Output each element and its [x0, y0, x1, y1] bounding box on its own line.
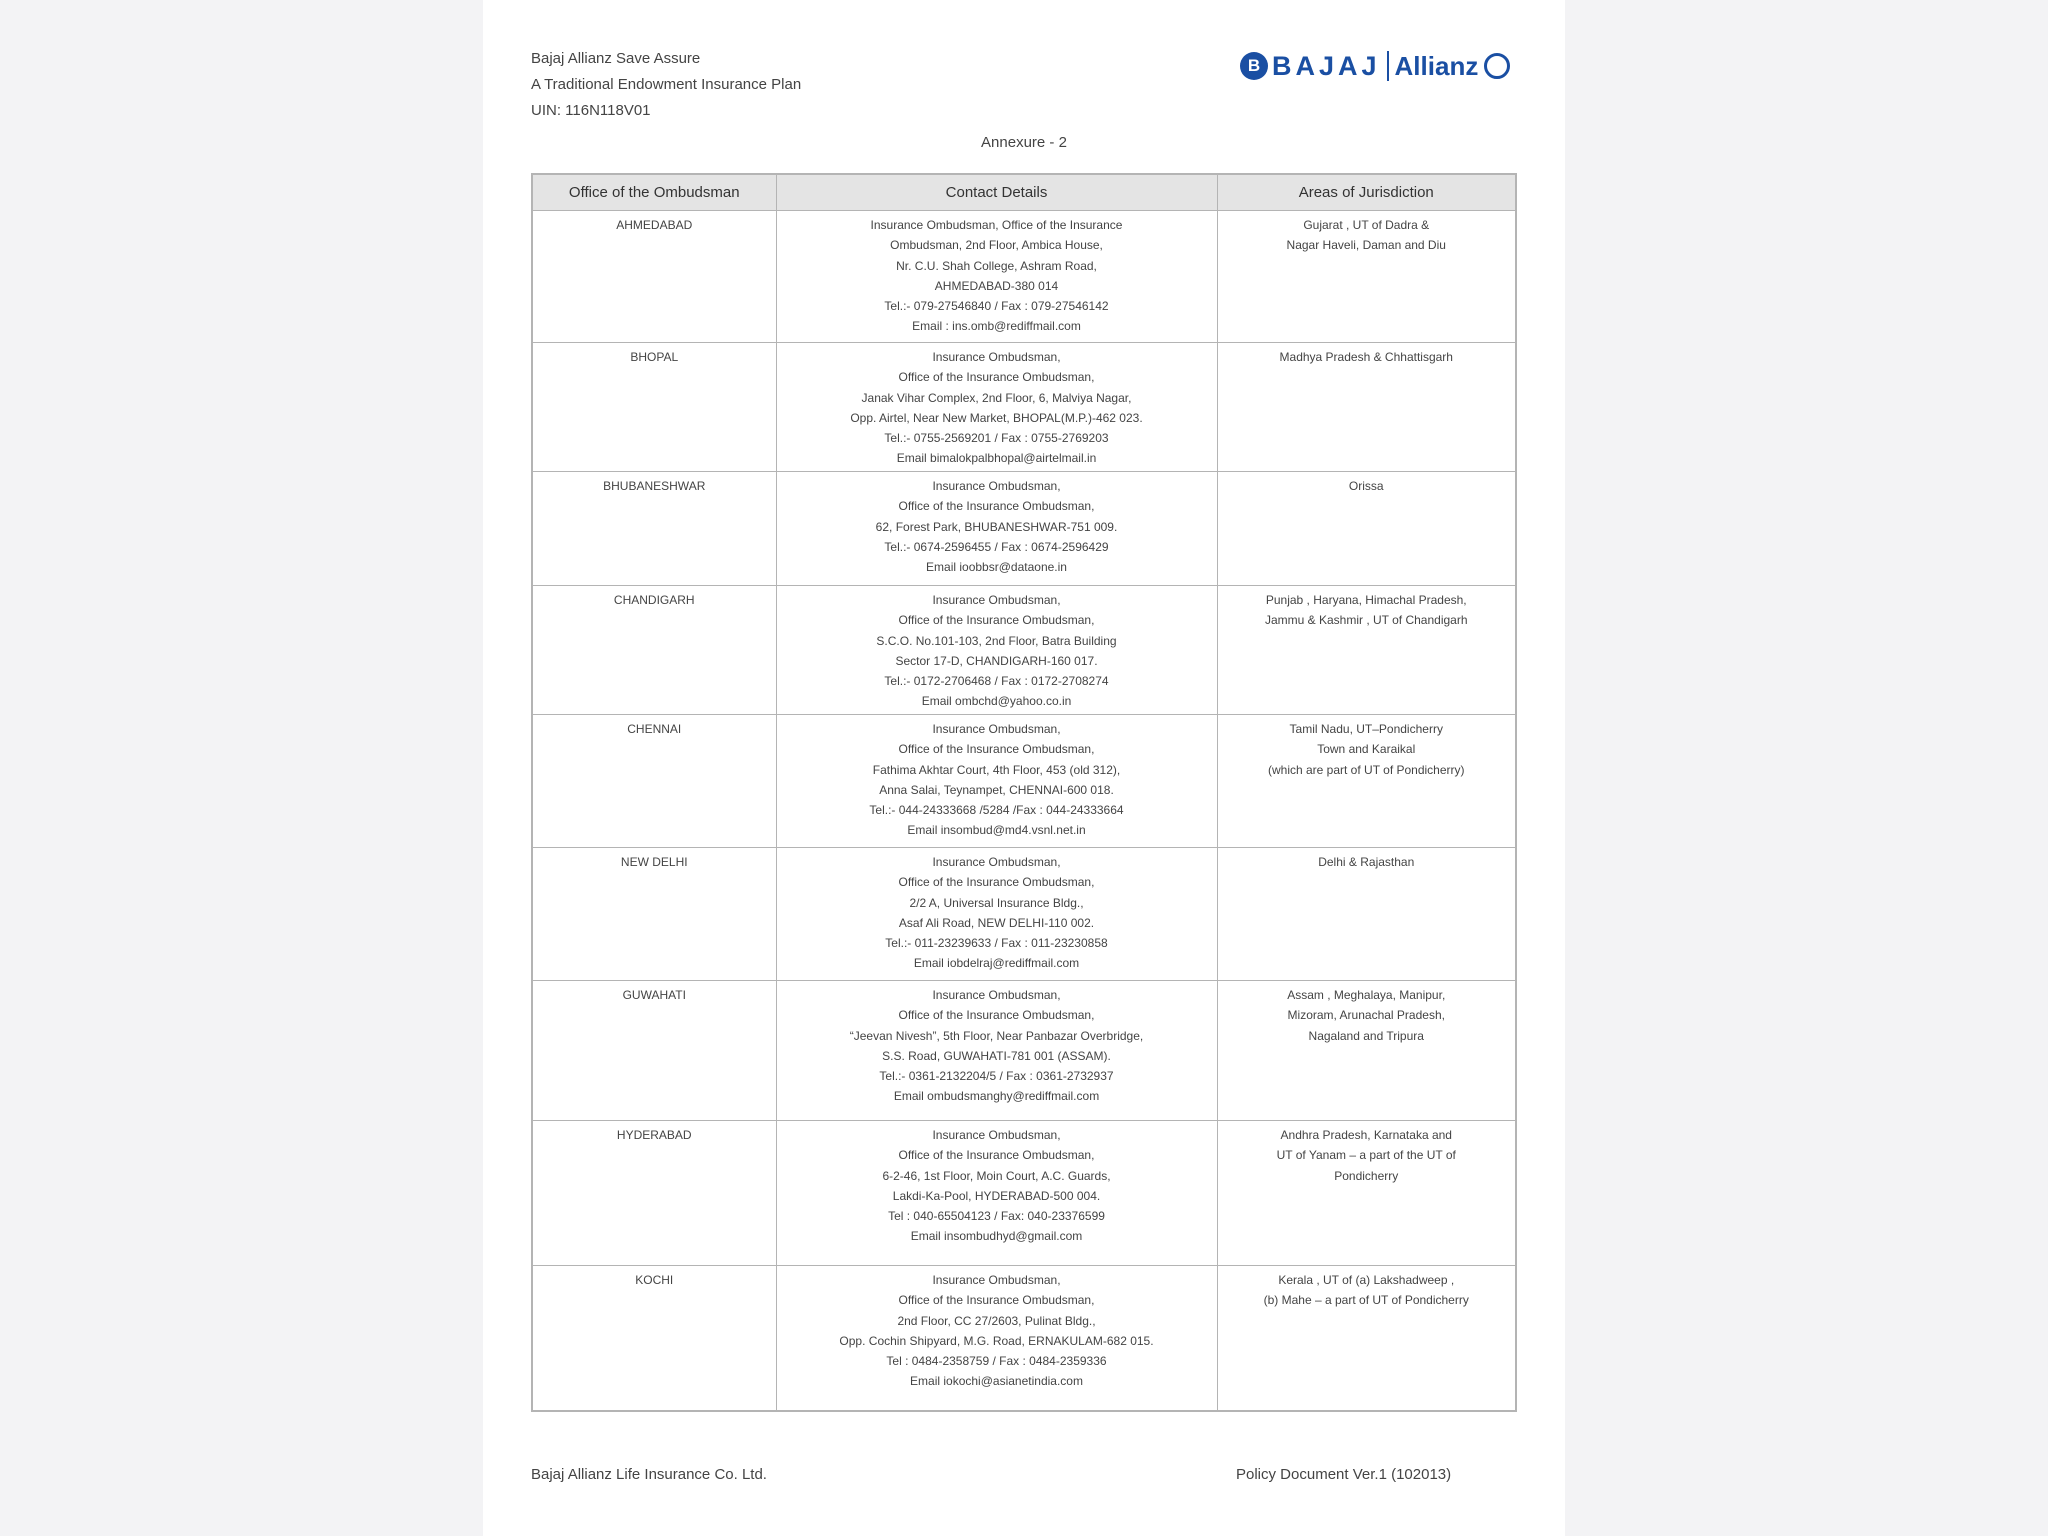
jurisdiction-cell [1217, 715, 1516, 848]
logo-bajaj-wordmark: BAJAJ [1272, 50, 1381, 81]
jurisdiction-cell [1217, 343, 1516, 472]
contact-line: Tel.:- 0172-2706468 / Fax : 0172-2708274 [884, 674, 1109, 689]
table-row [532, 211, 1516, 343]
logo-divider [1387, 51, 1389, 81]
jurisdiction-cell [1217, 1266, 1516, 1411]
contact-line: 2nd Floor, CC 27/2603, Pulinat Bldg., [897, 1313, 1096, 1328]
table-body [532, 211, 1516, 1411]
office-name: CHANDIGARH [613, 593, 695, 607]
contact-line: 2/2 A, Universal Insurance Bldg., [909, 895, 1084, 910]
jurisdiction-cell [1217, 981, 1516, 1121]
product-type: A Traditional Endowment Insurance Plan [531, 76, 802, 93]
office-name-cell [532, 211, 776, 343]
contact-line: Insurance Ombudsman, [932, 479, 1061, 493]
jurisdiction-line: (which are part of UT of Pondicherry) [1267, 762, 1465, 777]
contact-line: Lakdi-Ka-Pool, HYDERABAD-500 004. [892, 1188, 1101, 1203]
jurisdiction-line: (b) Mahe – a part of UT of Pondicherry [1263, 1293, 1469, 1308]
contact-line: Email : ins.omb@rediffmail.com [912, 319, 1081, 334]
jurisdiction-line: Mizoram, Arunachal Pradesh, [1287, 1008, 1445, 1023]
jurisdiction-line: Madhya Pradesh & Chhattisgarh [1279, 350, 1453, 364]
office-name: BHOPAL [630, 350, 679, 364]
contact-line: Office of the Insurance Ombudsman, [898, 370, 1095, 385]
contact-line: 62, Forest Park, BHUBANESHWAR-751 009. [875, 519, 1118, 534]
contact-line: 6-2-46, 1st Floor, Moin Court, A.C. Guards, [882, 1168, 1111, 1183]
contact-line: Anna Salai, Teynampet, CHENNAI-600 018. [879, 782, 1114, 797]
table-row [532, 1121, 1516, 1266]
contact-line: Fathima Akhtar Court, 4th Floor, 453 (old 312), [872, 762, 1121, 777]
contact-line: Insurance Ombudsman, [932, 988, 1061, 1002]
contact-line: Office of the Insurance Ombudsman, [898, 875, 1095, 890]
jurisdiction-cell [1217, 586, 1516, 715]
contact-line: Email iokochi@asianetindia.com [910, 1374, 1083, 1389]
contact-line: Opp. Airtel, Near New Market, BHOPAL(M.P.)-462 023. [850, 410, 1143, 425]
contact-line: Insurance Ombudsman, Office of the Insurance [870, 218, 1123, 232]
table-row [532, 472, 1516, 586]
jurisdiction-cell [1217, 848, 1516, 981]
office-name-cell [532, 981, 776, 1121]
jurisdiction-line: Pondicherry [1334, 1168, 1399, 1183]
office-name: NEW DELHI [620, 855, 688, 869]
contact-line: Tel : 0484-2358759 / Fax : 0484-2359336 [886, 1354, 1107, 1369]
document-page [483, 0, 1565, 1536]
office-name: GUWAHATI [622, 988, 686, 1002]
footer-version: Policy Document Ver.1 (102013) [1236, 1466, 1452, 1483]
office-name: HYDERABAD [616, 1128, 692, 1142]
bajaj-roundel-icon: B [1240, 52, 1268, 80]
office-name: AHMEDABAD [616, 218, 693, 232]
contact-line: Office of the Insurance Ombudsman, [898, 742, 1095, 757]
footer-company: Bajaj Allianz Life Insurance Co. Ltd. [531, 1466, 767, 1483]
jurisdiction-line: Assam , Meghalaya, Manipur, [1287, 988, 1446, 1002]
contact-line: Tel.:- 011-23239633 / Fax : 011-23230858 [885, 936, 1108, 951]
ombudsman-table [531, 173, 1517, 1412]
jurisdiction-line: Orissa [1348, 479, 1384, 493]
contact-line: Tel.:- 044-24333668 /5284 /Fax : 044-24333664 [869, 803, 1124, 818]
table-row [532, 1266, 1516, 1411]
office-name-cell [532, 586, 776, 715]
jurisdiction-line: Town and Karaikal [1317, 742, 1416, 757]
annexure-title: Annexure - 2 [981, 134, 1067, 151]
contact-line: Tel.:- 0674-2596455 / Fax : 0674-2596429 [884, 539, 1109, 554]
table-row [532, 715, 1516, 848]
jurisdiction-line: Jammu & Kashmir , UT of Chandigarh [1264, 613, 1468, 628]
product-name: Bajaj Allianz Save Assure [531, 50, 701, 67]
jurisdiction-line: Tamil Nadu, UT–Pondicherry [1289, 722, 1443, 736]
jurisdiction-line: Kerala , UT of (a) Lakshadweep , [1278, 1273, 1455, 1287]
contact-line: Office of the Insurance Ombudsman, [898, 1148, 1095, 1163]
table-header-row [532, 174, 1516, 211]
office-name-cell [532, 343, 776, 472]
jurisdiction-cell [1217, 1121, 1516, 1266]
jurisdiction-line: Punjab , Haryana, Himachal Pradesh, [1265, 593, 1467, 607]
contact-line: Office of the Insurance Ombudsman, [898, 1293, 1095, 1308]
table-row [532, 981, 1516, 1121]
column-header-office: Office of the Ombudsman [532, 174, 776, 211]
contact-line: Office of the Insurance Ombudsman, [898, 1008, 1095, 1023]
jurisdiction-line: UT of Yanam – a part of the UT of [1276, 1148, 1456, 1163]
contact-line: Office of the Insurance Ombudsman, [898, 613, 1095, 628]
jurisdiction-line: Delhi & Rajasthan [1318, 855, 1415, 869]
document-header [531, 46, 801, 124]
contact-line: S.C.O. No.101-103, 2nd Floor, Batra Building [876, 633, 1117, 648]
contact-details-cell [776, 586, 1217, 715]
office-name-cell [532, 848, 776, 981]
contact-line: Email insombudhyd@gmail.com [910, 1229, 1083, 1244]
contact-line: Sector 17-D, CHANDIGARH-160 017. [895, 653, 1098, 668]
contact-line: Ombudsman, 2nd Floor, Ambica House, [890, 238, 1103, 253]
jurisdiction-cell [1217, 472, 1516, 586]
contact-line: Email bimalokpalbhopal@airtelmail.in [896, 451, 1097, 466]
contact-line: Janak Vihar Complex, 2nd Floor, 6, Malviya Nagar, [861, 390, 1132, 405]
contact-line: Tel.:- 0755-2569201 / Fax : 0755-2769203 [884, 431, 1109, 446]
jurisdiction-cell [1217, 211, 1516, 343]
table-row [532, 586, 1516, 715]
contact-line: Insurance Ombudsman, [932, 1128, 1061, 1142]
contact-details-cell [776, 472, 1217, 586]
contact-line: Insurance Ombudsman, [932, 1273, 1061, 1287]
contact-line: Email ombchd@yahoo.co.in [921, 694, 1072, 709]
allianz-eagle-icon [1484, 53, 1510, 79]
contact-details-cell [776, 848, 1217, 981]
column-header-contact: Contact Details [776, 174, 1217, 211]
contact-line: Email ioobbsr@dataone.in [926, 560, 1067, 575]
contact-details-cell [776, 1121, 1217, 1266]
contact-line: Tel : 040-65504123 / Fax: 040-23376599 [888, 1209, 1105, 1224]
contact-details-cell [776, 715, 1217, 848]
contact-line: Opp. Cochin Shipyard, M.G. Road, ERNAKULAM-682 015. [839, 1333, 1154, 1348]
contact-line: Email iobdelraj@rediffmail.com [913, 956, 1080, 971]
contact-line: Asaf Ali Road, NEW DELHI-110 002. [898, 915, 1095, 930]
contact-line: Insurance Ombudsman, [932, 350, 1061, 364]
jurisdiction-line: Nagaland and Tripura [1308, 1028, 1424, 1043]
contact-line: Email ombudsmanghy@rediffmail.com [893, 1089, 1100, 1104]
contact-line: Insurance Ombudsman, [932, 855, 1061, 869]
bajaj-allianz-logo [1240, 48, 1510, 84]
jurisdiction-line: Andhra Pradesh, Karnataka and [1280, 1128, 1452, 1142]
contact-line: Tel.:- 079-27546840 / Fax : 079-27546142 [884, 299, 1109, 314]
contact-line: Email insombud@md4.vsnl.net.in [907, 823, 1086, 838]
contact-details-cell [776, 343, 1217, 472]
contact-details-cell [776, 981, 1217, 1121]
contact-line: S.S. Road, GUWAHATI-781 001 (ASSAM). [882, 1048, 1111, 1063]
jurisdiction-line: Nagar Haveli, Daman and Diu [1286, 238, 1446, 253]
column-header-jurisdiction: Areas of Jurisdiction [1217, 174, 1516, 211]
contact-line: Insurance Ombudsman, [932, 593, 1061, 607]
contact-line: AHMEDABAD-380 014 [934, 278, 1059, 293]
office-name: BHUBANESHWAR [603, 479, 706, 493]
office-name: KOCHI [635, 1273, 674, 1287]
table-row [532, 848, 1516, 981]
contact-details-cell [776, 211, 1217, 343]
contact-line: “Jeevan Nivesh”, 5th Floor, Near Panbazar Overbridge, [849, 1028, 1144, 1043]
contact-details-cell [776, 1266, 1217, 1411]
jurisdiction-line: Gujarat , UT of Dadra & [1303, 218, 1430, 232]
office-name-cell [532, 1121, 776, 1266]
product-uin: UIN: 116N118V01 [531, 102, 651, 119]
contact-line: Nr. C.U. Shah College, Ashram Road, [896, 258, 1097, 273]
office-name-cell [532, 472, 776, 586]
contact-line: Insurance Ombudsman, [932, 722, 1061, 736]
office-name-cell [532, 1266, 776, 1411]
contact-line: Tel.:- 0361-2132204/5 / Fax : 0361-2732937 [879, 1069, 1114, 1084]
logo-allianz-wordmark: Allianz [1394, 50, 1479, 81]
office-name-cell [532, 715, 776, 848]
office-name: CHENNAI [627, 722, 682, 736]
contact-line: Office of the Insurance Ombudsman, [898, 499, 1095, 514]
table-row [532, 343, 1516, 472]
